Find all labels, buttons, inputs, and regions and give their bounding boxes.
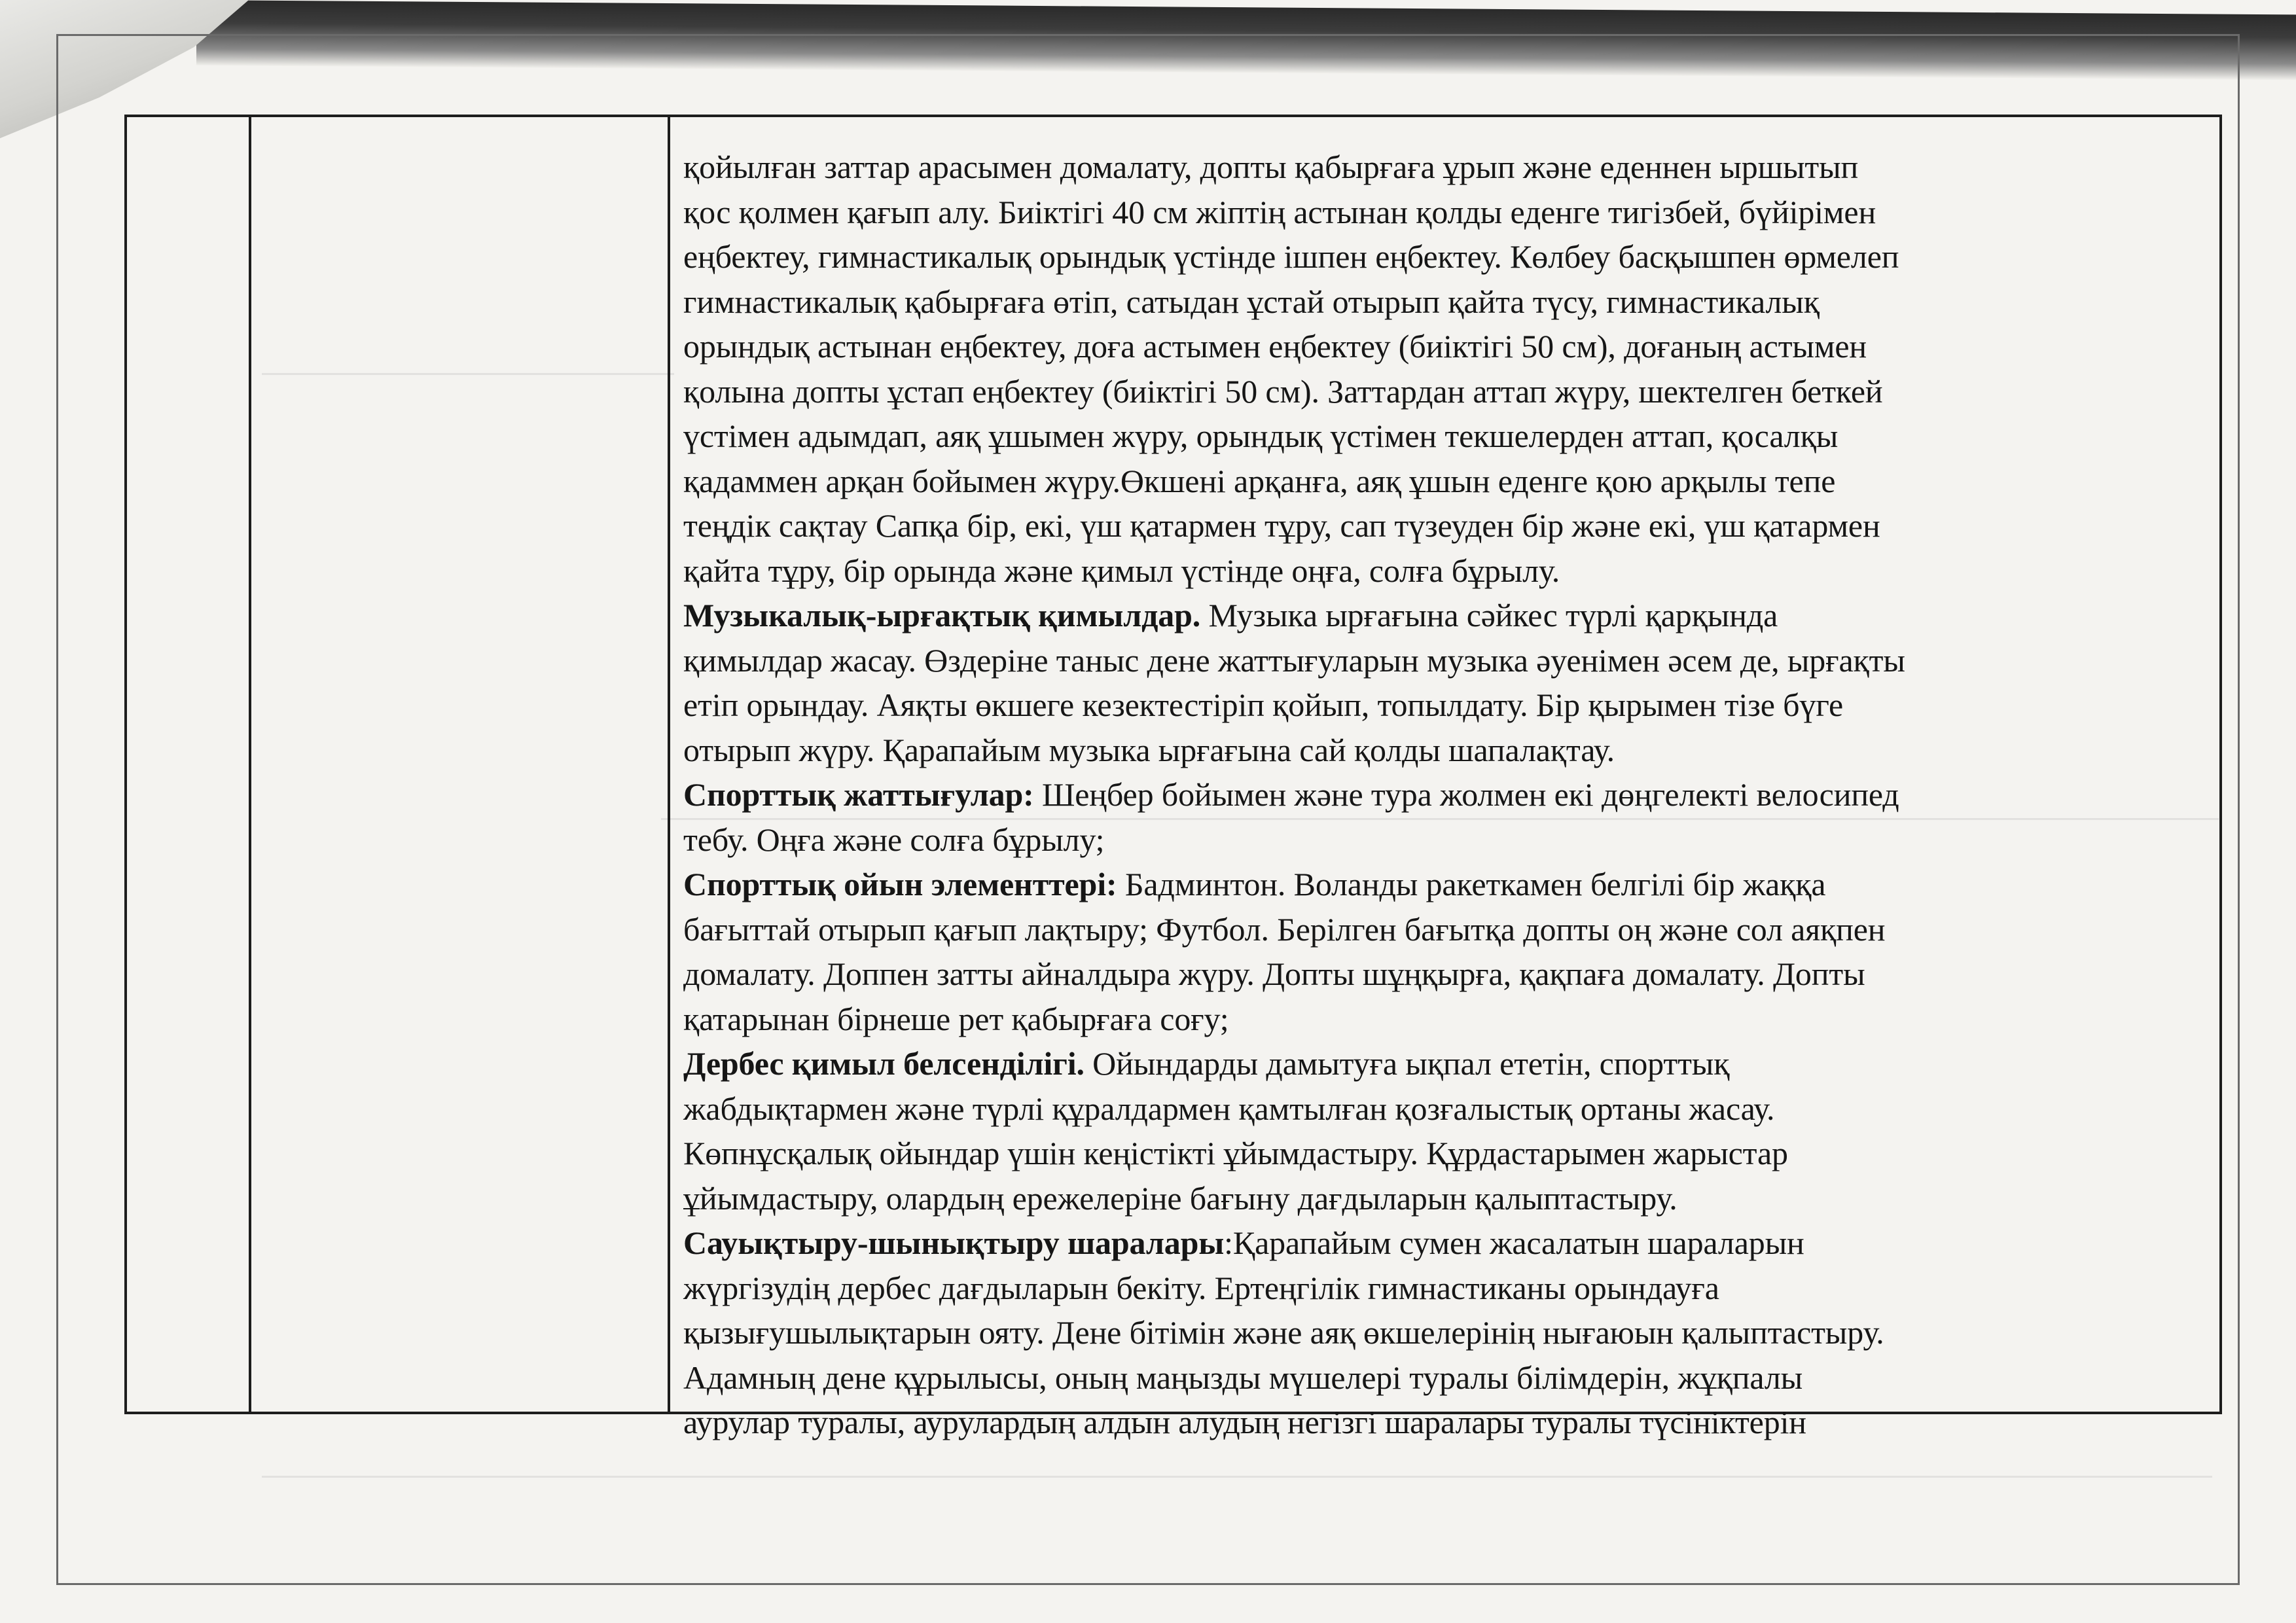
line-text: Көпнұсқалық ойындар үшін кеңістікті ұйымдастыру. Құрдастарымен жарыстар xyxy=(683,1135,1788,1171)
line-text: Шеңбер бойымен және тура жолмен екі дөңгелекті велосипед xyxy=(1033,776,1899,813)
line-text: бағыттай отырып қағып лақтыру; Футбол. Берілген бағытқа допты оң және сол аяқпен xyxy=(683,910,1886,948)
text-line xyxy=(683,817,2200,863)
table-content-cell xyxy=(670,117,2219,1440)
line-text: гимнастикалық қабырғаға өтіп, сатыдан ұстай отырып қайта түсу, гимнастикалық xyxy=(683,283,1820,320)
line-text: ұйымдастыру, олардың ережелеріне бағыну дағдыларын қалыптастыру. xyxy=(683,1179,1677,1217)
text-line xyxy=(683,459,2200,504)
text-line xyxy=(683,638,2200,683)
text-line xyxy=(683,1131,2200,1176)
line-text: аурулар туралы, аурулардың алдын алудың негізгі шаралары туралы түсініктерін xyxy=(683,1404,1806,1440)
line-text: теңдік сақтау Сапқа бір, екі, үш қатармен тұру, сап түзеуден бір және екі, үш қатармен xyxy=(683,507,1880,544)
line-text: қадаммен арқан бойымен жүру.Өкшені арқанға, аяқ ұшын еденге қою арқылы тепе xyxy=(683,462,1836,499)
text-line xyxy=(683,1400,2200,1445)
line-text: Ойындарды дамытуға ықпал ететін, спорттық xyxy=(1084,1045,1730,1082)
line-text: қойылған заттар арасымен домалату, допты қабырғаға ұрып және еденнен ыршытып xyxy=(683,149,1859,185)
table-column-left xyxy=(127,117,251,1412)
text-line xyxy=(683,1221,2200,1266)
line-text: үстімен адымдап, аяқ ұшымен жүру, орындық үстімен текшелерден аттап, қосалқы xyxy=(683,418,1839,454)
text-line xyxy=(683,190,2200,235)
section-heading: Спорттық ойын элементтері: xyxy=(683,866,1117,902)
text-line xyxy=(683,1310,2200,1355)
text-line xyxy=(683,1176,2200,1221)
text-line xyxy=(683,728,2200,773)
text-line xyxy=(683,279,2200,325)
text-line xyxy=(683,907,2200,952)
line-text: қос қолмен қағып алу. Биіктігі 40 см жіптің астынан қолды еденге тигізбей, бүйірімен xyxy=(683,193,1876,230)
line-text: қызығушылықтарын ояту. Дене бітімін және аяқ өкшелерінің нығаюын қалыптастыру. xyxy=(683,1314,1884,1351)
line-text: :Қарапайым сумен жасалатын шараларын xyxy=(1224,1224,1804,1261)
section-heading: Дербес қимыл белсенділігі. xyxy=(683,1045,1085,1082)
bleed-through-rule xyxy=(262,1476,2212,1478)
text-line xyxy=(683,369,2200,414)
line-text: қимылдар жасау. Өздеріне таныс дене жаттығуларын музыка әуенімен әсем де, ырғақты xyxy=(683,641,1905,679)
text-line xyxy=(683,1041,2200,1086)
line-text: Музыка ырғағына сәйкес түрлі қарқында xyxy=(1200,597,1778,633)
text-line xyxy=(683,324,2200,369)
text-line xyxy=(683,683,2200,728)
text-line xyxy=(683,145,2200,190)
text-line xyxy=(683,772,2200,817)
text-line xyxy=(683,1086,2200,1132)
line-text: тебу. Оңға және солға бұрылу; xyxy=(683,821,1105,858)
line-text: отырып жүру. Қарапайым музыка ырғағына сай қолды шапалақтау. xyxy=(683,731,1615,768)
section-heading: Сауықтыру-шынықтыру шаралары xyxy=(683,1224,1225,1261)
text-line xyxy=(683,1266,2200,1311)
content-table xyxy=(124,115,2222,1440)
text-line xyxy=(683,548,2200,594)
text-line xyxy=(683,997,2200,1042)
line-text: Бадминтон. Воланды ракеткамен белгілі бір жаққа xyxy=(1117,866,1826,902)
text-line xyxy=(683,593,2200,638)
line-text: қатарынан бірнеше рет қабырғаға соғу; xyxy=(683,1000,1229,1037)
table-column-section xyxy=(251,117,670,1412)
line-text: жүргізудің дербес дағдыларын бекіту. Ертеңгілік гимнастиканы орындауға xyxy=(683,1269,1719,1306)
line-text: қайта тұру, бір орында және қимыл үстінде оңға, солға бұрылу. xyxy=(683,552,1560,589)
text-line xyxy=(683,234,2200,279)
text-line xyxy=(683,952,2200,997)
line-text: жабдықтармен және түрлі құралдармен қамтылған қозғалыстық ортаны жасау. xyxy=(683,1090,1775,1127)
text-line xyxy=(683,414,2200,459)
text-line xyxy=(683,503,2200,548)
line-text: қолына допты ұстап еңбектеу (биіктігі 50 см). Заттардан аттап жүру, шектелген беткей xyxy=(683,372,1883,410)
line-text: етіп орындау. Аяқты өкшеге кезектестіріп қойып, топылдату. Бір қырымен тізе бүге xyxy=(683,687,1844,723)
text-line xyxy=(683,862,2200,907)
line-text: Адамның дене құрылысы, оның маңызды мүшелері туралы білімдерін, жұқпалы xyxy=(683,1359,1803,1396)
section-heading: Спорттық жаттығулар: xyxy=(683,776,1034,813)
text-line xyxy=(683,1355,2200,1400)
text-block xyxy=(683,145,2200,1445)
line-text: еңбектеу, гимнастикалық орындық үстінде ішпен еңбектеу. Көлбеу басқышпен өрмелеп xyxy=(683,238,1899,275)
line-text: орындық астынан еңбектеу, доға астымен еңбектеу (биіктігі 50 см), доғаның астымен xyxy=(683,328,1867,365)
line-text: домалату. Доппен затты айналдыра жүру. Допты шұңқырға, қақпаға домалату. Допты xyxy=(683,955,1865,992)
section-heading: Музыкалық-ырғақтық қимылдар. xyxy=(683,597,1201,633)
